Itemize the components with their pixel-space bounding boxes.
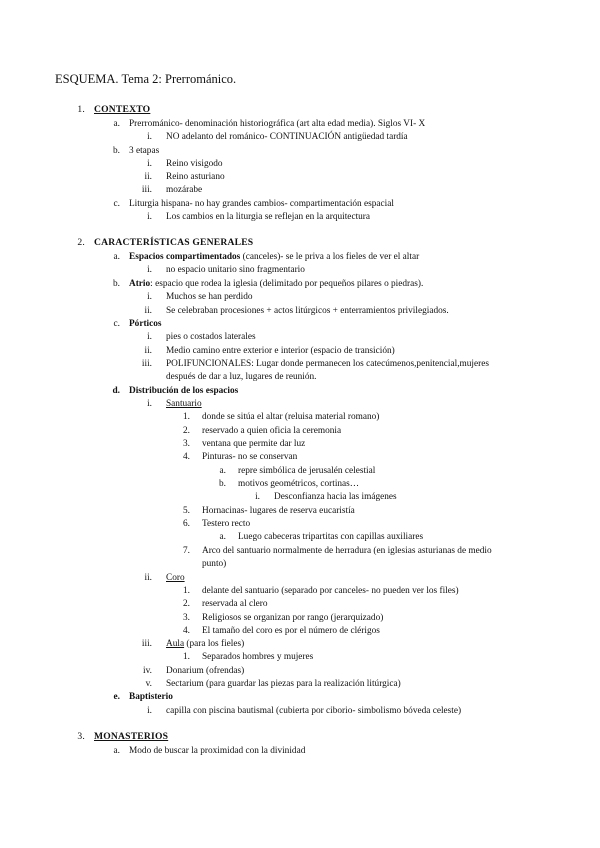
list-item: motivos geométricos, cortinas…	[238, 479, 360, 489]
list-marker: i.	[147, 292, 152, 302]
section-heading: CARACTERÍSTICAS GENERALES	[94, 237, 254, 248]
subsection-note: (para los fieles)	[184, 639, 245, 649]
list-item: Testero recto	[202, 519, 251, 529]
list-item	[129, 251, 419, 263]
list-marker: a.	[219, 466, 226, 476]
list-item: Luego cabeceras tripartitas con capillas auxiliares	[238, 532, 424, 542]
list-marker: c.	[113, 319, 120, 329]
list-marker: 4.	[183, 452, 190, 462]
list-marker: i.	[147, 265, 152, 275]
list-marker: 1.	[183, 412, 190, 422]
list-item: delante del santuario (separado por canceles- no pueden ver los files)	[202, 586, 459, 596]
list-marker: 2.	[183, 599, 190, 609]
list-item: Se celebraban procesiones + actos litúrgicos + enterramientos privilegiados.	[166, 306, 449, 316]
list-item	[166, 638, 244, 650]
list-item	[129, 278, 423, 290]
list-item: Reino visigodo	[166, 159, 223, 169]
list-marker: ii.	[144, 306, 152, 316]
list-marker: 2.	[183, 426, 190, 436]
list-marker: i.	[147, 159, 152, 169]
list-marker: 4.	[183, 626, 190, 636]
list-marker: i.	[147, 706, 152, 716]
list-marker: a.	[219, 532, 226, 542]
list-marker: i.	[147, 132, 152, 142]
list-marker: v.	[145, 679, 152, 689]
section-number: 1.	[77, 104, 85, 115]
section-heading: MONASTERIOS	[94, 731, 169, 742]
list-marker: b.	[113, 279, 120, 289]
term: Espacios compartimentados	[129, 252, 241, 262]
list-marker: 7.	[183, 546, 190, 556]
list-item-continuation: punto)	[202, 559, 227, 569]
list-marker: c.	[113, 199, 120, 209]
list-marker: ii.	[144, 172, 152, 182]
section-number: 3.	[77, 731, 85, 742]
section-number: 2.	[77, 237, 85, 248]
list-item: reservada al clero	[202, 599, 268, 609]
list-marker: b.	[219, 479, 226, 489]
list-item: Religiosos se organizan por rango (jerarquizado)	[202, 613, 384, 623]
list-marker: 6.	[183, 519, 190, 529]
list-item: Distribución de los espacios	[129, 386, 239, 396]
list-item: Modo de buscar la proximidad con la divinidad	[129, 746, 306, 756]
list-marker: iii.	[141, 185, 152, 195]
list-item: Pórticos	[129, 319, 162, 329]
list-item: no espacio unitario sino fragmentario	[166, 265, 305, 275]
list-marker: i.	[147, 212, 152, 222]
list-item: Hornacinas- lugares de reserva eucaristía	[202, 506, 355, 516]
definition: : espacio que rodea la iglesia (delimitado por pequeños pilares o piedras).	[150, 279, 424, 289]
list-item: capilla con piscina bautismal (cubierta por ciborio- simbolismo bóveda celeste)	[166, 706, 462, 716]
list-item: Desconfianza hacia las imágenes	[274, 492, 397, 502]
list-marker: 3.	[183, 439, 190, 449]
section-heading: CONTEXTO	[94, 104, 151, 115]
list-marker: 1.	[183, 652, 190, 662]
list-item: mozárabe	[166, 185, 203, 195]
list-marker: e.	[113, 692, 120, 702]
list-item: 3 etapas	[129, 146, 160, 156]
list-marker: a.	[113, 119, 120, 129]
list-marker: 3.	[183, 613, 190, 623]
list-item: Prerrománico- denominación historiográfica (art alta edad media). Siglos VI- X	[129, 119, 426, 129]
list-item: Donarium (ofrendas)	[166, 666, 245, 676]
list-marker: a.	[113, 252, 120, 262]
list-marker: 5.	[183, 506, 190, 516]
list-marker: b.	[113, 146, 120, 156]
list-item: Sectarium (para guardar las piezas para la realización litúrgica)	[166, 679, 401, 689]
list-marker: ii.	[144, 346, 152, 356]
list-item: Los cambios en la liturgia se reflejan en la arquitectura	[166, 212, 371, 222]
list-item: Santuario	[166, 399, 202, 409]
list-marker: i.	[255, 492, 260, 502]
list-marker: iii.	[141, 639, 152, 649]
list-item-continuation: después de dar a luz, lugares de reunión.	[166, 372, 317, 382]
term: Atrio	[129, 279, 151, 289]
list-marker: i.	[147, 332, 152, 342]
subsection-label: Aula	[166, 639, 185, 649]
definition: (canceles)- se le priva a los fieles de ver el altar	[240, 252, 420, 262]
list-marker: a.	[113, 746, 120, 756]
page-title: ESQUEMA. Tema 2: Prerrománico.	[55, 72, 237, 86]
list-item: Pinturas- no se conservan	[202, 452, 298, 462]
list-marker: i.	[147, 399, 152, 409]
list-item: Muchos se han perdido	[166, 292, 253, 302]
list-item: El tamaño del coro es por el número de clérigos	[202, 626, 380, 636]
list-item: Reino asturiano	[166, 172, 225, 182]
list-item: POLIFUNCIONALES: Lugar donde permanecen los catecúmenos,penitencial,mujeres	[166, 359, 489, 369]
list-item: Liturgia hispana- no hay grandes cambios- compartimentación espacial	[129, 199, 394, 209]
list-item: Separados hombres y mujeres	[202, 652, 314, 662]
list-item: reservado a quien oficia la ceremonia	[202, 426, 342, 436]
list-item: NO adelanto del románico- CONTINUACIÓN antigüedad tardía	[166, 132, 408, 142]
list-item: Arco del santuario normalmente de herradura (en iglesias asturianas de medio	[202, 546, 492, 556]
list-item: Medio camino entre exterior e interior (espacio de transición)	[166, 346, 395, 356]
list-item: Baptisterio	[129, 692, 173, 702]
list-item: Coro	[166, 573, 185, 583]
list-marker: d.	[112, 386, 120, 396]
list-item: repre simbólica de jerusalén celestial	[238, 466, 376, 476]
list-marker: 1.	[183, 586, 190, 596]
list-marker: iv.	[143, 666, 152, 676]
list-marker: iii.	[141, 359, 152, 369]
list-item: donde se sitúa el altar (reluisa material romano)	[202, 412, 380, 422]
list-marker: ii.	[144, 573, 152, 583]
list-item: pies o costados laterales	[166, 332, 256, 342]
list-item: ventana que permite dar luz	[202, 439, 306, 449]
